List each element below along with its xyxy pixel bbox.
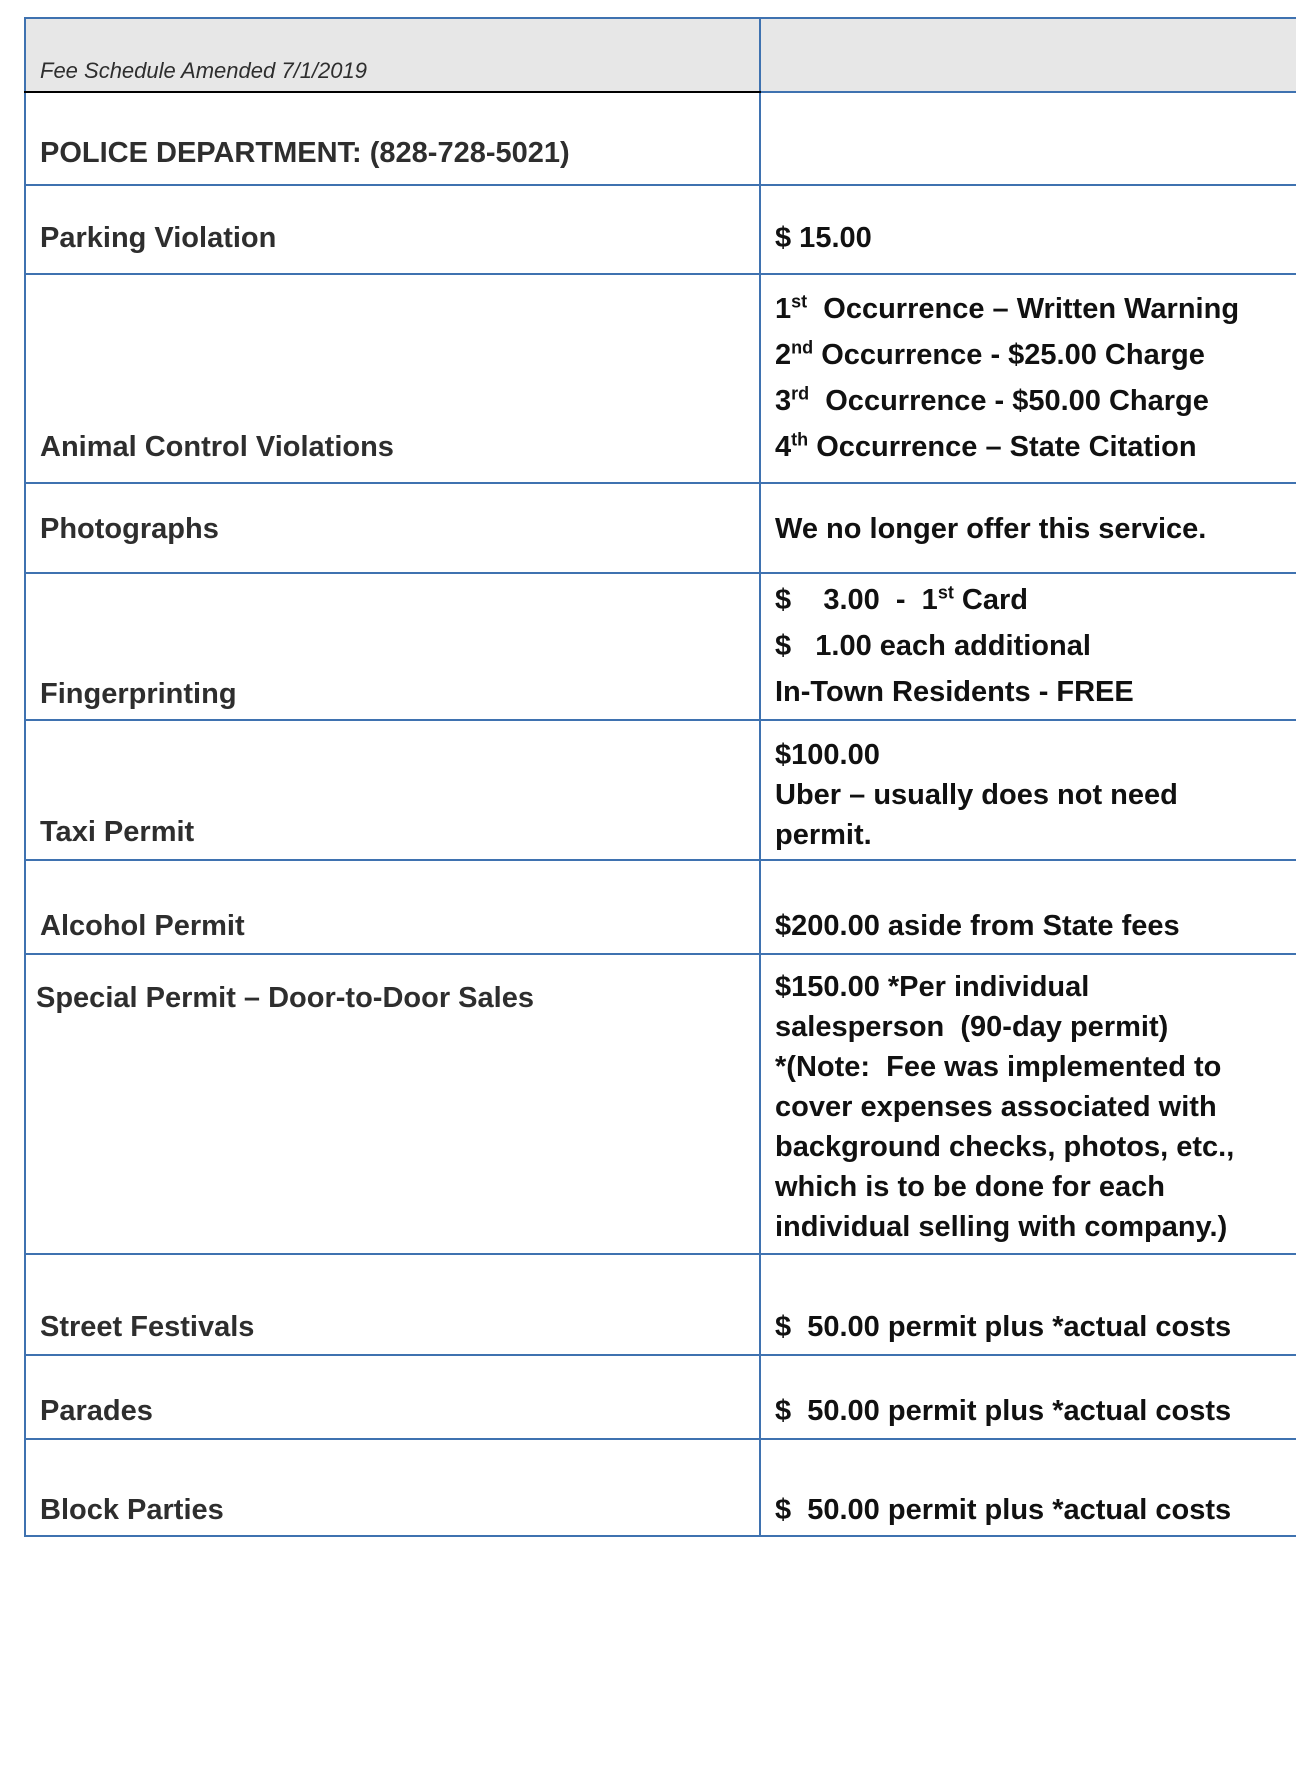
fee-row: [25, 483, 1296, 573]
fee-value-parking: $ 15.00: [760, 185, 1296, 274]
taxi-line-1: $100.00: [775, 739, 880, 771]
fee-label-photographs: Photographs: [25, 483, 760, 573]
fingerprinting-line-2: $ 1.00 each additional: [775, 630, 1091, 662]
door-line-4: cover expenses associated with: [775, 1091, 1217, 1123]
fingerprinting-line-1: $ 3.00 - 1st Card: [775, 582, 1028, 616]
fee-row: [25, 954, 1296, 1254]
fee-label-street-festivals: Street Festivals: [25, 1254, 760, 1355]
door-line-3: *(Note: Fee was implemented to: [775, 1051, 1222, 1083]
fee-row: [25, 185, 1296, 274]
fee-label-alcohol: Alcohol Permit: [25, 860, 760, 954]
fee-schedule-table: [24, 17, 1296, 1537]
taxi-line-3: permit.: [775, 819, 872, 851]
fee-value-taxi: [760, 720, 1296, 860]
header-right-cell: [760, 18, 1296, 92]
door-line-2: salesperson (90-day permit): [775, 1011, 1169, 1043]
department-title: POLICE DEPARTMENT: (828-728-5021): [25, 92, 760, 185]
door-line-5: background checks, photos, etc.,: [775, 1131, 1235, 1163]
fee-row: [25, 573, 1296, 720]
fee-label-animal: Animal Control Violations: [25, 274, 760, 483]
fee-value-parades: $ 50.00 permit plus *actual costs: [760, 1355, 1296, 1439]
fee-row: [25, 1355, 1296, 1439]
fee-value-street-festivals: $ 50.00 permit plus *actual costs: [760, 1254, 1296, 1355]
animal-line-2: 2nd Occurrence - $25.00 Charge: [775, 337, 1205, 371]
animal-line-1: 1st Occurrence – Written Warning: [775, 291, 1240, 325]
fee-label-parades: Parades: [25, 1355, 760, 1439]
door-line-6: which is to be done for each: [775, 1171, 1165, 1203]
fee-value-door-to-door: [760, 954, 1296, 1254]
door-line-7: individual selling with company.): [775, 1211, 1228, 1243]
fee-value-animal: [760, 274, 1296, 483]
fee-label-parking: Parking Violation: [25, 185, 760, 274]
fee-label-block-parties: Block Parties: [25, 1439, 760, 1536]
fee-row: [25, 1439, 1296, 1536]
department-row: [25, 92, 1296, 185]
animal-line-4: 4th Occurrence – State Citation: [775, 429, 1197, 463]
door-line-1: $150.00 *Per individual: [775, 971, 1090, 1003]
department-right-cell: [760, 92, 1296, 185]
taxi-line-2: Uber – usually does not need: [775, 779, 1178, 811]
amended-date: Fee Schedule Amended 7/1/2019: [25, 18, 760, 92]
fee-value-block-parties: $ 50.00 permit plus *actual costs: [760, 1439, 1296, 1536]
fee-value-alcohol: $200.00 aside from State fees: [760, 860, 1296, 954]
header-row: [25, 18, 1296, 92]
fingerprinting-line-3: In-Town Residents - FREE: [775, 676, 1134, 708]
fee-row: [25, 274, 1296, 483]
fee-row: [25, 1254, 1296, 1355]
fee-label-taxi: Taxi Permit: [25, 720, 760, 860]
fee-value-photographs: We no longer offer this service.: [760, 483, 1296, 573]
fee-value-fingerprinting: [760, 573, 1296, 720]
fee-row: [25, 860, 1296, 954]
animal-line-3: 3rd Occurrence - $50.00 Charge: [775, 383, 1209, 417]
fee-label-fingerprinting: Fingerprinting: [25, 573, 760, 720]
fee-label-door-to-door: Special Permit – Door-to-Door Sales: [25, 954, 760, 1254]
fee-row: [25, 720, 1296, 860]
